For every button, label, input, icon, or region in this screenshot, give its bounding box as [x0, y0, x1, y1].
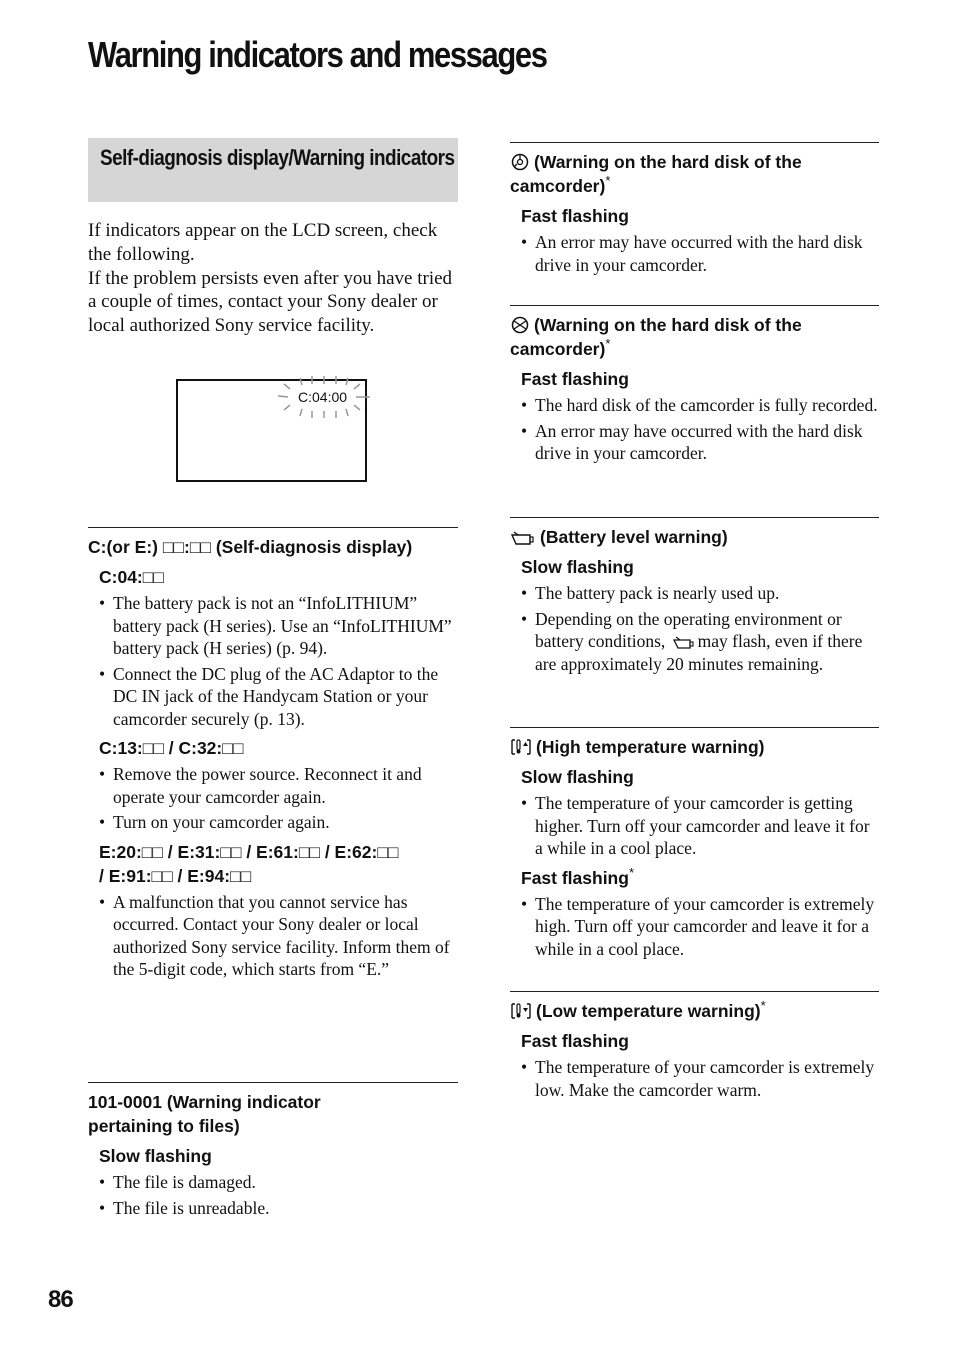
- battery-warning-list: [510, 582, 879, 675]
- hdd-warning-list-2: [510, 394, 879, 465]
- high-temp-list-1: [510, 792, 879, 860]
- c04-label: C:04:□□: [99, 567, 164, 587]
- battery-warning-block: [510, 517, 879, 678]
- battery-empty-icon: [510, 530, 536, 546]
- self-diagnosis-title: C:(or E:) □□:□□ (Self-diagnosis display): [88, 537, 413, 557]
- battery-text-a: Depending on the operating environment or battery conditions,: [535, 608, 842, 651]
- list-item: • The hard disk of the camcorder is fully recorded.: [521, 394, 879, 417]
- list-item: • The file is unreadable.: [99, 1197, 458, 1220]
- high-temp-block: [510, 727, 879, 963]
- hdd-warning-block-2: [510, 305, 879, 468]
- battery-warning-title-text: (Battery level warning): [540, 527, 728, 547]
- list-item: • An error may have occurred with the hard disk drive in your camcorder.: [521, 231, 879, 276]
- list-item: • The battery pack is nearly used up.: [521, 582, 879, 605]
- low-temp-sub: Fast flashing: [521, 1031, 629, 1051]
- high-temp-title-text: (High temperature warning): [536, 737, 765, 757]
- self-diagnosis-block: [88, 527, 458, 984]
- battery-warning-sub: Slow flashing: [521, 557, 634, 577]
- file-warning-list: [88, 1171, 458, 1219]
- asterisk: *: [605, 336, 611, 352]
- high-temp-sub-slow: Slow flashing: [521, 767, 634, 787]
- hdd-warning-sub-2: Fast flashing: [521, 369, 629, 389]
- list-item: • The battery pack is not an “InfoLITHIUM” battery pack (H series). Use an “InfoLITHIUM” battery pack (H series) (p. 94).: [99, 592, 458, 660]
- hdd-warning-icon: [510, 153, 530, 171]
- low-temp-title-text: (Low temperature warning): [536, 1001, 761, 1021]
- file-warning-sub: Slow flashing: [99, 1146, 212, 1166]
- battery-text-b: may flash, even if there are approximately 20 minutes remaining.: [535, 631, 863, 674]
- battery-warning-title: [510, 518, 879, 549]
- e-codes-label: E:20:□□ / E:31:□□ / E:61:□□ / E:62:□□ / E:91:□□ / E:94:□□: [99, 841, 399, 886]
- hdd-warning-block-1: [510, 142, 879, 279]
- high-temp-list-2: [510, 893, 879, 961]
- hdd-warning-title-2: [510, 306, 879, 361]
- high-temp-sub-fast: [521, 866, 879, 890]
- intro-paragraph-2: If the problem persists even after you have tried a couple of times, contact your Sony dealer or local authorized Sony service facility.: [88, 267, 453, 337]
- list-item: • Turn on your camcorder again.: [99, 811, 458, 834]
- intro-text: [88, 219, 460, 338]
- low-temp-list: [510, 1056, 879, 1101]
- battery-empty-icon: [672, 636, 696, 650]
- hdd-warning-title-text-1: (Warning on the hard disk of the camcorder): [510, 152, 802, 196]
- intro-paragraph-1: If indicators appear on the LCD screen, check the following.: [88, 220, 438, 265]
- asterisk: *: [760, 998, 766, 1014]
- list-item: • An error may have occurred with the hard disk drive in your camcorder.: [521, 420, 879, 465]
- low-temp-title: [510, 992, 879, 1023]
- e-codes-list: [88, 891, 458, 981]
- low-temp-block: [510, 991, 879, 1104]
- section-header-text: Self-diagnosis display/Warning indicators: [100, 145, 455, 170]
- asterisk: *: [628, 864, 634, 880]
- list-item: • Remove the power source. Reconnect it and operate your camcorder again.: [99, 763, 458, 808]
- list-item: • The temperature of your camcorder is getting higher. Turn off your camcorder and leave it for a while in a cool place.: [521, 792, 879, 860]
- list-item: • The file is damaged.: [99, 1171, 458, 1194]
- list-item: • A malfunction that you cannot service has occurred. Contact your Sony dealer or local authorized Sony service facility. Inform them of the 5-digit code, which starts from “E.”: [99, 891, 458, 981]
- low-temperature-icon: [510, 1002, 532, 1020]
- file-warning-title: 101-0001 (Warning indicator pertaining to files): [88, 1092, 321, 1136]
- lcd-code-text: C:04:00: [298, 389, 348, 405]
- asterisk: *: [605, 173, 611, 189]
- hdd-warning-sub-1: Fast flashing: [521, 206, 629, 226]
- c13-label: C:13:□□ / C:32:□□: [99, 738, 244, 758]
- high-temp-sub-fast-text: Fast flashing: [521, 867, 629, 888]
- page-number: 86: [48, 1286, 73, 1313]
- hdd-warning-list-1: [510, 231, 879, 276]
- section-header: [88, 138, 458, 202]
- list-item: • The temperature of your camcorder is extremely low. Make the camcorder warm.: [521, 1056, 879, 1101]
- list-item: [521, 608, 879, 676]
- list-item: • The temperature of your camcorder is extremely high. Turn off your camcorder and leave it for a while in a cool place.: [521, 893, 879, 961]
- hdd-warning-title-text-2: (Warning on the hard disk of the camcorder): [510, 315, 802, 359]
- high-temperature-icon: [510, 738, 532, 756]
- c04-list: [88, 592, 458, 730]
- c13-list: [88, 763, 458, 834]
- high-temp-title: [510, 728, 879, 759]
- page-title: Warning indicators and messages: [88, 34, 547, 75]
- hdd-warning-title-1: [510, 143, 879, 198]
- file-warning-block: [88, 1082, 458, 1222]
- hdd-full-icon: [510, 316, 530, 334]
- list-item: • Connect the DC plug of the AC Adaptor to the DC IN jack of the Handycam Station or your camcorder securely (p. 13).: [99, 663, 458, 731]
